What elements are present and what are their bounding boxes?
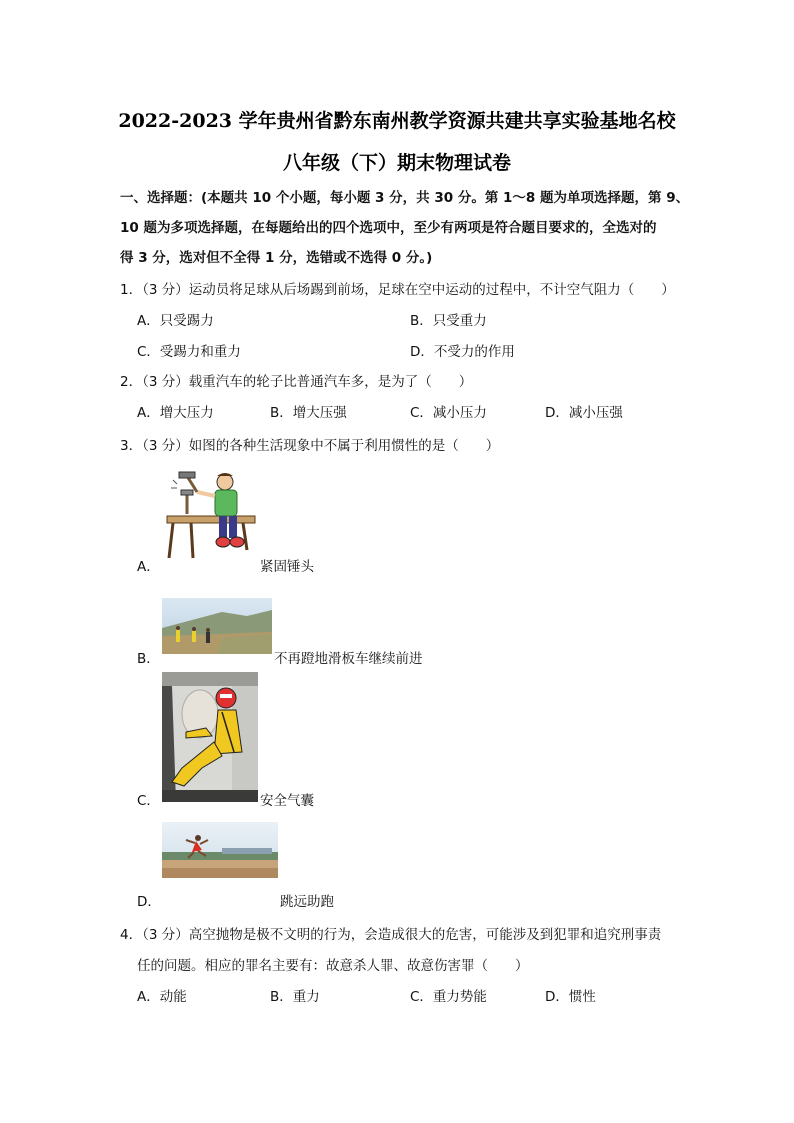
exam-title-line2: 八年级（下）期末物理试卷 bbox=[282, 152, 511, 174]
q3-option-d-caption: 跳远助跑 bbox=[280, 894, 334, 910]
q4-stem-line2: 任的问题。相应的罪名主要有：故意杀人罪、故意伤害罪（ ） bbox=[137, 958, 529, 974]
q2-option-d: D．减小压强 bbox=[545, 405, 623, 421]
section-instructions-line2: 10 题为多项选择题，在每题给出的四个选项中，至少有两项是符合题目要求的，全选对的 bbox=[120, 220, 657, 236]
q3-option-c-label: C． bbox=[137, 793, 160, 809]
q4-stem-line1: 4．（3 分）高空抛物是极不文明的行为，会造成很大的危害，可能涉及到犯罪和追究刑事责 bbox=[120, 927, 662, 943]
q1-option-a: A．只受踢力 bbox=[137, 313, 214, 329]
section-instructions-line3: 得 3 分，选对但不全得 1 分，选错或不选得 0 分。) bbox=[120, 250, 433, 266]
q4-option-c: C．重力势能 bbox=[410, 989, 487, 1005]
q3-option-b-caption: 不再蹬地滑板车继续前进 bbox=[274, 651, 423, 667]
q3-option-b-label: B． bbox=[137, 651, 160, 667]
section-instructions-line1: 一、选择题：(本题共 10 个小题，每小题 3 分，共 30 分。第 1～8 题为单项选择题，第 9、 bbox=[120, 190, 690, 206]
long-jump-photo bbox=[162, 822, 278, 878]
q2-option-b: B．增大压强 bbox=[270, 405, 347, 421]
q1-option-c: C．受踢力和重力 bbox=[137, 344, 241, 360]
q3-option-d-label: D． bbox=[137, 894, 161, 910]
q2-option-a: A．增大压力 bbox=[137, 405, 214, 421]
q3-option-c-caption: 安全气囊 bbox=[260, 793, 314, 809]
q2-option-c: C．减小压力 bbox=[410, 405, 487, 421]
q4-option-a: A．动能 bbox=[137, 989, 187, 1005]
q1-stem: 1．（3 分）运动员将足球从后场踢到前场，足球在空中运动的过程中，不计空气阻力（ ） bbox=[120, 282, 675, 298]
q2-stem: 2．（3 分）载重汽车的轮子比普通汽车多，是为了（ ） bbox=[120, 374, 473, 390]
hammer-illustration bbox=[163, 470, 259, 566]
exam-title-line1: 2022-2023 学年贵州省黔东南州教学资源共建共享实验基地名校 bbox=[118, 110, 676, 132]
q1-option-d: D．不受力的作用 bbox=[410, 344, 515, 360]
q1-option-b: B．只受重力 bbox=[410, 313, 487, 329]
q3-option-a-label: A． bbox=[137, 559, 160, 575]
q4-option-d: D．惯性 bbox=[545, 989, 596, 1005]
q4-option-b: B．重力 bbox=[270, 989, 320, 1005]
airbag-photo bbox=[162, 672, 258, 802]
q3-option-a-caption: 紧固锤头 bbox=[260, 559, 314, 575]
runners-photo bbox=[162, 598, 272, 654]
q3-stem: 3．（3 分）如图的各种生活现象中不属于利用惯性的是（ ） bbox=[120, 438, 500, 454]
